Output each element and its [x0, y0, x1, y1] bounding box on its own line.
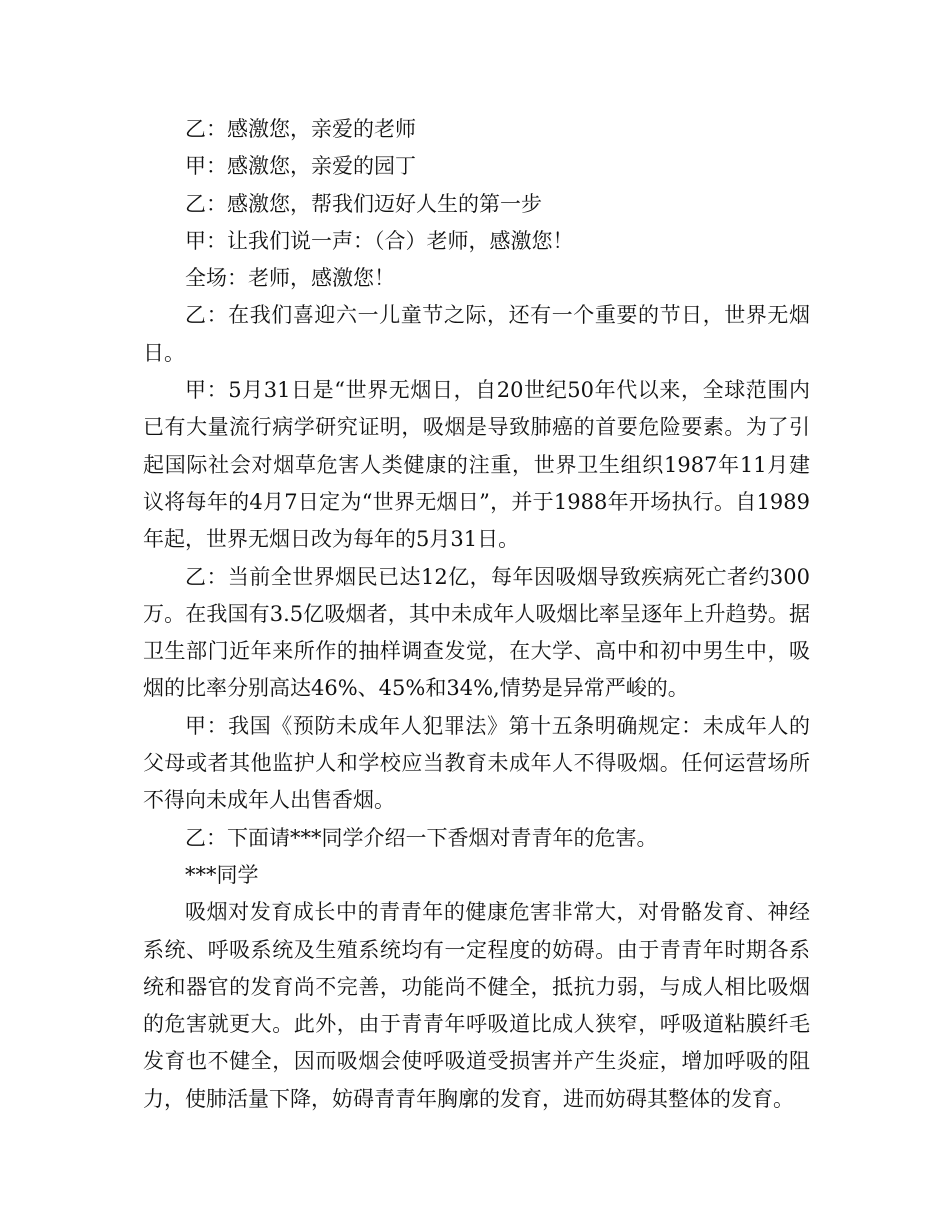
paragraph-9: 甲：我国《预防未成年人犯罪法》第十五条明确规定：未成年人的父母或者其他监护人和学校应当教育未成年人不得吸烟。任何运营场所不得向未成年人出售香烟。 [143, 713, 810, 813]
paragraph-6: 乙：在我们喜迎六一儿童节之际，还有一个重要的节日，世界无烟日。 [143, 303, 810, 365]
paragraph-4: 甲：让我们说一声：（合）老师，感激您！ [185, 228, 574, 253]
paragraph-1: 乙：感激您，亲爱的老师 [185, 117, 416, 141]
paragraph-10: 乙：下面请***同学介绍一下香烟对青青年的危害。 [185, 825, 658, 850]
paragraph-2: 甲：感激您，亲爱的园丁 [185, 154, 416, 179]
paragraph-11: ***同学 [185, 862, 259, 887]
paragraph-3: 乙：感激您，帮我们迈好人生的第一步 [185, 191, 542, 216]
paragraph-12: 吸烟对发育成长中的青青年的健康危害非常大，对骨骼发育、神经系统、呼吸系统及生殖系统均有一定程度的妨碍。由于青青年时期各系统和器官的发育尚不完善，功能尚不健全，抵抗力弱，与成人相比吸烟的危害就更大。此外，由于青青年呼吸道比成人狭窄，呼吸道粘膜纤毛发育也不健全，因而吸烟会使呼吸道受损害并产生炎症，增加呼吸的阻力，使肺活量下降，妨碍青青年胸廓的发育，进而妨碍其整体的发育。 [143, 900, 810, 1111]
paragraph-7: 甲：5月31日是“世界无烟日，自20世纪50年代以来，全球范围内已有大量流行病学研究证明，吸烟是导致肺癌的首要危险要素。为了引起国际社会对烟草危害人类健康的注重，世界卫生组织1987年11月建议将每年的4月7日定为“世界无烟日”，并于1988年开场执行。自1989年起，世界无烟日改为每年的5月31日。 [143, 378, 810, 552]
paragraph-5: 全场：老师，感激您！ [185, 266, 395, 291]
document-page [143, 111, 810, 1118]
paragraph-8: 乙：当前全世界烟民已达12亿，每年因吸烟导致疾病死亡者约300万。在我国有3.5亿吸烟者，其中未成年人吸烟比率呈逐年上升趋势。据卫生部门近年来所作的抽样调查发觉，在大学、高中和初中男生中，吸烟的比率分别高达46%、45%和34%,情势是异常严峻的。 [143, 564, 810, 701]
